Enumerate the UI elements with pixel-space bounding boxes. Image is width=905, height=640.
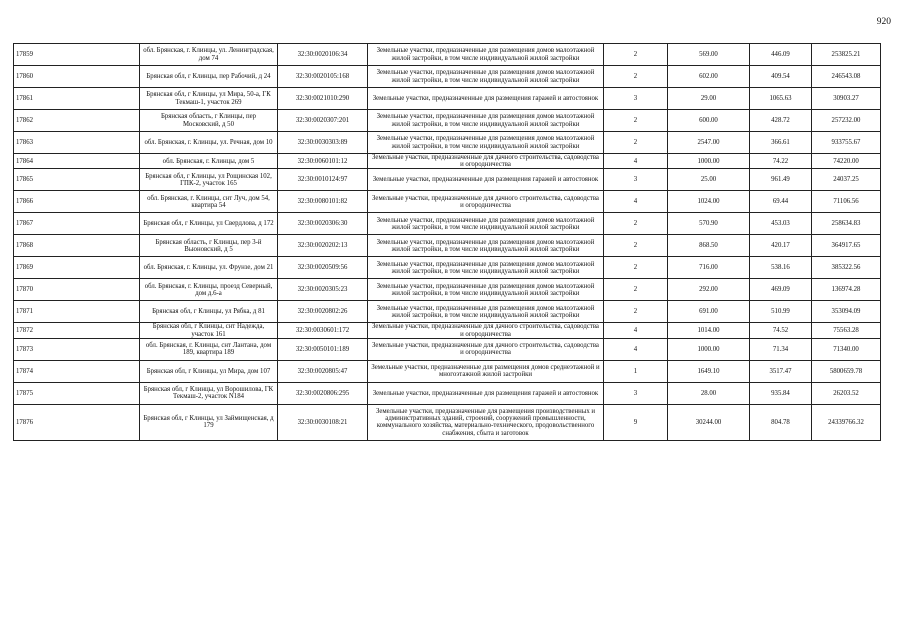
- cadastral-value-cell: 75563.28: [812, 323, 881, 338]
- land-use-cell: Земельные участки, предназначенные для дачного строительства, садоводства и огородничества: [368, 154, 604, 169]
- cadastral-value-cell: 26203.52: [812, 382, 881, 404]
- address-cell: обл. Брянская, г. Клинцы, ул. Речная, дом 10: [140, 132, 278, 154]
- table-row: [14, 44, 881, 66]
- table-row: [14, 154, 881, 169]
- cadastral-number-cell: 32:30:0020805:47: [278, 360, 368, 382]
- cadastral-value-cell: 258634.83: [812, 213, 881, 235]
- area-cell: 602.00: [668, 66, 750, 88]
- area-cell: 1000.00: [668, 154, 750, 169]
- address-cell: обл. Брянская, г. Клинцы, ул. Фрунзе, дом 21: [140, 257, 278, 279]
- address-cell: Брянская обл, г Клинцы, пер Рабочий, д 24: [140, 66, 278, 88]
- land-use-cell: Земельные участки, предназначенные для дачного строительства, садоводства и огородничества: [368, 323, 604, 338]
- specific-value-cell: 1065.63: [750, 88, 812, 110]
- page-number: 920: [876, 17, 891, 27]
- area-cell: 570.90: [668, 213, 750, 235]
- group-cell: 2: [604, 301, 668, 323]
- table-body: [14, 44, 881, 441]
- cadastral-value-cell: 71106.56: [812, 191, 881, 213]
- cadastral-number-cell: 32:30:0030601:172: [278, 323, 368, 338]
- cadastral-value-cell: 136974.28: [812, 279, 881, 301]
- row-number: 17864: [14, 154, 140, 169]
- area-cell: 1649.10: [668, 360, 750, 382]
- row-number: 17861: [14, 88, 140, 110]
- area-cell: 29.00: [668, 88, 750, 110]
- land-use-cell: Земельные участки, предназначенные для размещения гаражей и автостоянок: [368, 88, 604, 110]
- table-row: [14, 213, 881, 235]
- cadastral-value-table: [13, 43, 881, 441]
- address-cell: обл. Брянская, г. Клинцы, ул. Ленинградская, дом 74: [140, 44, 278, 66]
- row-number: 17876: [14, 404, 140, 440]
- table-row: [14, 66, 881, 88]
- land-use-cell: Земельные участки, предназначенные для размещения домов малоэтажной жилой застройки, в том числе индивидуальной жилой застройки: [368, 66, 604, 88]
- table-row: [14, 88, 881, 110]
- row-number: 17866: [14, 191, 140, 213]
- table-row: [14, 323, 881, 338]
- specific-value-cell: 935.84: [750, 382, 812, 404]
- table-row: [14, 110, 881, 132]
- area-cell: 600.00: [668, 110, 750, 132]
- specific-value-cell: 446.09: [750, 44, 812, 66]
- cadastral-number-cell: 32:30:0020509:56: [278, 257, 368, 279]
- land-use-cell: Земельные участки, предназначенные для размещения гаражей и автостоянок: [368, 382, 604, 404]
- area-cell: 1024.00: [668, 191, 750, 213]
- area-cell: 28.00: [668, 382, 750, 404]
- table-row: [14, 301, 881, 323]
- cadastral-value-cell: 257232.00: [812, 110, 881, 132]
- land-use-cell: Земельные участки, предназначенные для размещения домов малоэтажной жилой застройки, в том числе индивидуальной жилой застройки: [368, 235, 604, 257]
- land-use-cell: Земельные участки, предназначенные для дачного строительства, садоводства и огородничества: [368, 191, 604, 213]
- address-cell: Брянская область, г Клинцы, пер 3-й Вьюновский, д 5: [140, 235, 278, 257]
- land-use-cell: Земельные участки, предназначенные для размещения домов малоэтажной жилой застройки, в том числе индивидуальной жилой застройки: [368, 279, 604, 301]
- row-number: 17871: [14, 301, 140, 323]
- cadastral-value-cell: 364917.65: [812, 235, 881, 257]
- address-cell: Брянская обл, г Клинцы, ул Рябка, д 81: [140, 301, 278, 323]
- group-cell: 2: [604, 66, 668, 88]
- cadastral-value-cell: 385322.56: [812, 257, 881, 279]
- row-number: 17875: [14, 382, 140, 404]
- land-use-cell: Земельные участки, предназначенные для размещения домов малоэтажной жилой застройки, в том числе индивидуальной жилой застройки: [368, 257, 604, 279]
- cadastral-number-cell: 32:30:0020106:34: [278, 44, 368, 66]
- specific-value-cell: 469.09: [750, 279, 812, 301]
- row-number: 17865: [14, 169, 140, 191]
- cadastral-number-cell: 32:30:0020307:201: [278, 110, 368, 132]
- group-cell: 2: [604, 132, 668, 154]
- specific-value-cell: 420.17: [750, 235, 812, 257]
- group-cell: 2: [604, 213, 668, 235]
- cadastral-number-cell: 32:30:0030303:89: [278, 132, 368, 154]
- row-number: 17874: [14, 360, 140, 382]
- land-use-cell: Земельные участки, предназначенные для размещения домов малоэтажной жилой застройки, в том числе индивидуальной жилой застройки: [368, 44, 604, 66]
- area-cell: 868.50: [668, 235, 750, 257]
- land-use-cell: Земельные участки, предназначенные для размещения домов малоэтажной жилой застройки, в том числе индивидуальной жилой застройки: [368, 301, 604, 323]
- table-row: [14, 338, 881, 360]
- group-cell: 2: [604, 257, 668, 279]
- cadastral-number-cell: 32:30:0020105:168: [278, 66, 368, 88]
- cadastral-value-cell: 253825.21: [812, 44, 881, 66]
- address-cell: Брянская обл, г Клинцы, ул Рощинская 102, ГПК-2, участок 165: [140, 169, 278, 191]
- group-cell: 1: [604, 360, 668, 382]
- specific-value-cell: 74.22: [750, 154, 812, 169]
- area-cell: 569.00: [668, 44, 750, 66]
- cadastral-value-cell: 353094.09: [812, 301, 881, 323]
- area-cell: 25.00: [668, 169, 750, 191]
- cadastral-value-cell: 5800659.78: [812, 360, 881, 382]
- area-cell: 1000.00: [668, 338, 750, 360]
- cadastral-number-cell: 32:30:0080101:82: [278, 191, 368, 213]
- land-use-cell: Земельные участки, предназначенные для размещения домов малоэтажной жилой застройки, в том числе индивидуальной жилой застройки: [368, 110, 604, 132]
- area-cell: 2547.00: [668, 132, 750, 154]
- cadastral-value-cell: 71340.00: [812, 338, 881, 360]
- group-cell: 3: [604, 88, 668, 110]
- cadastral-number-cell: 32:30:0020806:295: [278, 382, 368, 404]
- group-cell: 2: [604, 44, 668, 66]
- specific-value-cell: 366.61: [750, 132, 812, 154]
- row-number: 17859: [14, 44, 140, 66]
- specific-value-cell: 69.44: [750, 191, 812, 213]
- table-row: [14, 235, 881, 257]
- group-cell: 4: [604, 338, 668, 360]
- table-row: [14, 360, 881, 382]
- address-cell: Брянская обл, г Клинцы, ул Свердлова, д 172: [140, 213, 278, 235]
- cadastral-value-cell: 30903.27: [812, 88, 881, 110]
- group-cell: 3: [604, 382, 668, 404]
- address-cell: Брянская обл, г Клинцы, ул Мира, дом 107: [140, 360, 278, 382]
- group-cell: 2: [604, 279, 668, 301]
- address-cell: обл. Брянская, г. Клинцы, снт Лантана, дом 189, квартира 189: [140, 338, 278, 360]
- row-number: 17863: [14, 132, 140, 154]
- specific-value-cell: 428.72: [750, 110, 812, 132]
- row-number: 17867: [14, 213, 140, 235]
- specific-value-cell: 71.34: [750, 338, 812, 360]
- group-cell: 3: [604, 169, 668, 191]
- area-cell: 292.00: [668, 279, 750, 301]
- land-use-cell: Земельные участки, предназначенные для размещения домов малоэтажной жилой застройки, в том числе индивидуальной жилой застройки: [368, 132, 604, 154]
- address-cell: Брянская обл, г Клинцы, снт Надежда, участок 161: [140, 323, 278, 338]
- row-number: 17862: [14, 110, 140, 132]
- group-cell: 4: [604, 323, 668, 338]
- table-row: [14, 132, 881, 154]
- address-cell: Брянская область, г Клинцы, пер Московский, д 50: [140, 110, 278, 132]
- land-use-cell: Земельные участки, предназначенные для размещения гаражей и автостоянок: [368, 169, 604, 191]
- cadastral-value-cell: 933755.67: [812, 132, 881, 154]
- table-row: [14, 404, 881, 440]
- area-cell: 1014.00: [668, 323, 750, 338]
- group-cell: 2: [604, 110, 668, 132]
- area-cell: 691.00: [668, 301, 750, 323]
- area-cell: 716.00: [668, 257, 750, 279]
- cadastral-number-cell: 32:30:0020802:26: [278, 301, 368, 323]
- row-number: 17868: [14, 235, 140, 257]
- row-number: 17869: [14, 257, 140, 279]
- cadastral-number-cell: 32:30:0060101:12: [278, 154, 368, 169]
- group-cell: 2: [604, 235, 668, 257]
- specific-value-cell: 3517.47: [750, 360, 812, 382]
- row-number: 17860: [14, 66, 140, 88]
- land-use-cell: Земельные участки, предназначенные для размещения домов среднеэтажной и многоэтажной жилой застройки: [368, 360, 604, 382]
- row-number: 17872: [14, 323, 140, 338]
- cadastral-value-cell: 24339766.32: [812, 404, 881, 440]
- cadastral-number-cell: 32:30:0030108:21: [278, 404, 368, 440]
- table-row: [14, 382, 881, 404]
- cadastral-number-cell: 32:30:0021010:290: [278, 88, 368, 110]
- table-row: [14, 169, 881, 191]
- address-cell: обл. Брянская, г. Клинцы, проезд Северный, дом д.6-а: [140, 279, 278, 301]
- specific-value-cell: 453.03: [750, 213, 812, 235]
- group-cell: 9: [604, 404, 668, 440]
- area-cell: 30244.00: [668, 404, 750, 440]
- specific-value-cell: 804.78: [750, 404, 812, 440]
- address-cell: обл. Брянская, г. Клинцы, снт Луч, дом 54, квартира 54: [140, 191, 278, 213]
- group-cell: 4: [604, 191, 668, 213]
- cadastral-number-cell: 32:30:0010124:97: [278, 169, 368, 191]
- group-cell: 4: [604, 154, 668, 169]
- table-row: [14, 279, 881, 301]
- address-cell: Брянская обл, г Клинцы, ул Займищенская, д 179: [140, 404, 278, 440]
- row-number: 17873: [14, 338, 140, 360]
- cadastral-value-cell: 24037.25: [812, 169, 881, 191]
- cadastral-number-cell: 32:30:0020305:23: [278, 279, 368, 301]
- specific-value-cell: 961.49: [750, 169, 812, 191]
- cadastral-number-cell: 32:30:0020306:30: [278, 213, 368, 235]
- address-cell: Брянская обл, г Клинцы, ул Ворошилова, ГК Текмаш-2, участок N184: [140, 382, 278, 404]
- row-number: 17870: [14, 279, 140, 301]
- table-row: [14, 191, 881, 213]
- specific-value-cell: 510.99: [750, 301, 812, 323]
- specific-value-cell: 74.52: [750, 323, 812, 338]
- address-cell: обл. Брянская, г. Клинцы, дом 5: [140, 154, 278, 169]
- cadastral-value-cell: 74220.00: [812, 154, 881, 169]
- cadastral-number-cell: 32:30:0020202:13: [278, 235, 368, 257]
- address-cell: Брянская обл, г Клинцы, ул Мира, 50-а, ГК Текмаш-1, участок 269: [140, 88, 278, 110]
- cadastral-value-cell: 246543.08: [812, 66, 881, 88]
- specific-value-cell: 409.54: [750, 66, 812, 88]
- land-use-cell: Земельные участки, предназначенные для размещения домов малоэтажной жилой застройки, в том числе индивидуальной жилой застройки: [368, 213, 604, 235]
- land-use-cell: Земельные участки, предназначенные для дачного строительства, садоводства и огородничества: [368, 338, 604, 360]
- table-row: [14, 257, 881, 279]
- land-use-cell: Земельные участки, предназначенные для размещения производственных и административных зданий, строений, сооружений промышленности, коммунального хозяйства, материально-технического, продовольственного снабжения, сбыта и заготовок: [368, 404, 604, 440]
- cadastral-number-cell: 32:30:0050101:189: [278, 338, 368, 360]
- specific-value-cell: 538.16: [750, 257, 812, 279]
